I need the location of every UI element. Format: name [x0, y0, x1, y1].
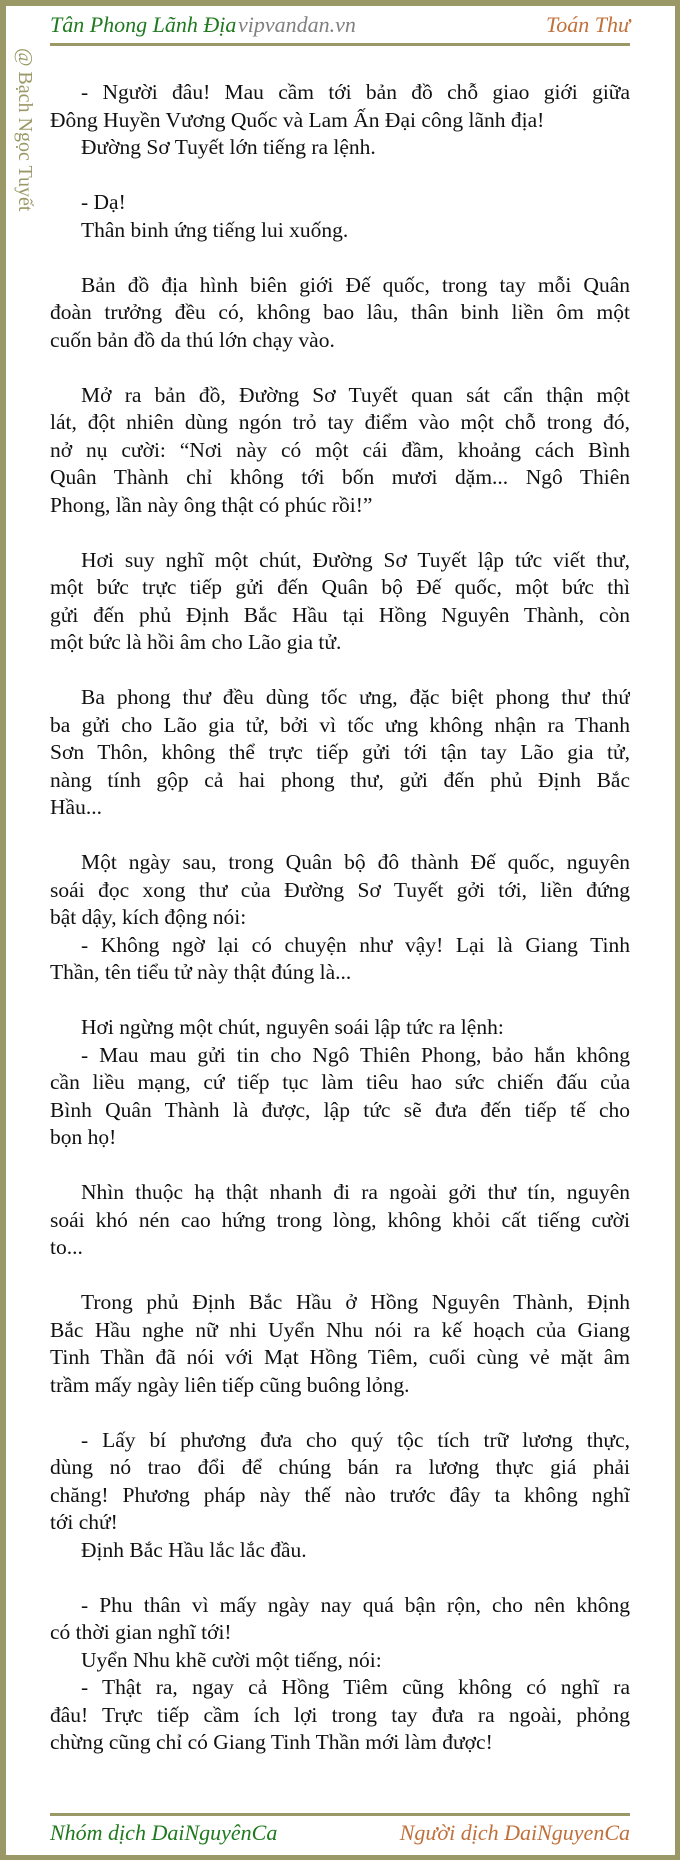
text-line: - Lấy bí phương đưa cho quý tộc tích trữ lương thực, — [81, 1427, 630, 1452]
text-line: gửi đến phủ Định Bắc Hầu tại Hồng Nguyên Thành, còn — [50, 602, 630, 627]
blank-line — [50, 1399, 630, 1427]
text-line: Phong, lần này ông thật có phúc rồi!” — [50, 492, 373, 517]
text-line: Quân Thành chỉ không tới bốn mươi dặm... Ngô Thiên — [50, 465, 630, 489]
text-line: cuốn bản đồ da thú lớn chạy vào. — [50, 327, 335, 352]
text-line: cần liều mạng, cứ tiếp tục làm tiêu hao sức chiến đấu của — [50, 1070, 630, 1094]
text-line: Thân binh ứng tiếng lui xuống. — [81, 217, 349, 242]
text-line: Đông Huyền Vương Quốc và Lam Ấn Đại công lãnh địa! — [50, 107, 545, 132]
text-line: Sơn Thôn, không thể trực tiếp gửi tới tận tay Lão gia tử, — [50, 740, 630, 764]
blank-line — [50, 1564, 630, 1592]
text-line: một bức là hồi âm cho Lão gia tử. — [50, 630, 342, 654]
blank-line — [50, 657, 630, 685]
text-line: tới chứ! — [50, 1510, 118, 1534]
translator-name: Người dịch DaiNguyenCa — [399, 1820, 630, 1845]
text-line: chăng! Phương pháp này thế nào trước đây ta không nghĩ — [50, 1482, 630, 1507]
text-line: Ba phong thư đều dùng tốc ưng, đặc biệt phong thư thứ — [81, 685, 630, 709]
text-line: bật dậy, kích động nói: — [50, 905, 247, 929]
text-line: đâu! Trực tiếp cầm ích lợi trong tay đưa ra ngoài, phỏng — [50, 1702, 630, 1727]
text-line: một bức trực tiếp gửi đến Quân bộ Đế quốc, một bức thì — [50, 575, 630, 599]
page-footer — [50, 1820, 630, 1850]
blank-line — [50, 519, 630, 547]
text-line: Định Bắc Hầu lắc lắc đầu. — [81, 1537, 307, 1562]
footer-rule — [50, 1813, 630, 1816]
blank-line — [50, 1262, 630, 1290]
text-line: chừng cũng chỉ có Giang Tinh Thần mới làm được! — [50, 1730, 493, 1754]
text-line: Nhìn thuộc hạ thật nhanh đi ra ngoài gởi thư tín, nguyên — [81, 1180, 630, 1204]
text-line: Uyển Nhu khẽ cười một tiếng, nói: — [81, 1647, 382, 1672]
text-line: Tinh Thần đã nói với Mạt Hồng Tiêm, cuối cùng vẻ mặt âm — [50, 1345, 630, 1369]
text-line: bọn họ! — [50, 1125, 117, 1149]
text-line: trầm mấy ngày liên tiếp cũng buông lỏng. — [50, 1372, 410, 1397]
blank-line — [50, 162, 630, 190]
site-name: vipvandan.vn — [238, 12, 356, 37]
text-line: Hầu... — [50, 795, 102, 819]
side-watermark — [14, 48, 38, 248]
text-line: Mở ra bản đồ, Đường Sơ Tuyết quan sát cẩn thận một — [81, 382, 630, 407]
text-line: dùng nó trao đổi để chúng bán ra lương thực giá phải — [50, 1455, 630, 1479]
side-watermark-text: @ Bạch Ngọc Tuyết — [14, 48, 36, 212]
text-line: Một ngày sau, trong Quân bộ đô thành Đế quốc, nguyên — [81, 850, 630, 874]
blank-line — [50, 244, 630, 272]
text-line: Bản đồ địa hình biên giới Đế quốc, trong tay mỗi Quân — [81, 272, 630, 297]
blank-line — [50, 354, 630, 382]
blank-line — [50, 1152, 630, 1180]
text-line: - Mau mau gửi tin cho Ngô Thiên Phong, bảo hắn không — [81, 1042, 630, 1067]
blank-line — [50, 987, 630, 1015]
text-line: to... — [50, 1235, 83, 1259]
text-line: Hơi ngừng một chút, nguyên soái lập tức ra lệnh: — [81, 1015, 504, 1039]
page-header — [50, 12, 630, 42]
text-line: - Thật ra, ngay cả Hồng Tiêm cũng không có nghĩ ra — [81, 1675, 630, 1699]
chapter-body — [50, 79, 630, 1757]
header-rule — [50, 43, 630, 46]
text-line: - Phu thân vì mấy ngày nay quá bận rộn, cho nên không — [81, 1592, 630, 1617]
author-name: Toán Thư — [546, 12, 630, 37]
text-line: - Người đâu! Mau cầm tới bản đồ chỗ giao giới giữa — [81, 80, 630, 104]
text-line: có thời gian nghĩ tới! — [50, 1620, 232, 1644]
page — [6, 6, 675, 1855]
text-line: Thần, tên tiểu tử này thật đúng là... — [50, 960, 352, 984]
text-line: - Dạ! — [81, 190, 126, 214]
text-line: soái khó nén cao hứng trong lòng, không khỏi cất tiếng cười — [50, 1207, 630, 1232]
text-line: đoàn trưởng đều có, không bao lâu, thân binh liền ôm một — [50, 300, 630, 324]
text-line: Bình Quân Thành là được, lập tức sẽ đưa đến tiếp tế cho — [50, 1097, 630, 1122]
text-line: Trong phủ Định Bắc Hầu ở Hồng Nguyên Thành, Định — [81, 1290, 630, 1314]
book-title: Tân Phong Lãnh Địa — [50, 12, 237, 37]
text-line: ba gửi cho Lão gia tử, bởi vì tốc ưng không nhận ra Thanh — [50, 712, 630, 737]
text-line: soái đọc xong thư của Đường Sơ Tuyết gởi tới, liền đứng — [50, 877, 630, 902]
text-line: - Không ngờ lại có chuyện như vậy! Lại là Giang Tinh — [81, 932, 630, 957]
text-line: nở nụ cười: “Nơi này có một cái đầm, khoảng cách Bình — [50, 437, 630, 462]
blank-line — [50, 822, 630, 850]
text-line: nàng tính gộp cả hai phong thư, gửi đến phủ Định Bắc — [50, 767, 630, 792]
text-line: lát, đột nhiên dùng ngón trỏ tay điểm vào một chỗ trong đó, — [50, 410, 630, 434]
text-line: Hơi suy nghĩ một chút, Đường Sơ Tuyết lập tức viết thư, — [81, 547, 630, 572]
translation-group: Nhóm dịch DaiNguyênCa — [50, 1820, 278, 1845]
text-line: Đường Sơ Tuyết lớn tiếng ra lệnh. — [81, 135, 376, 159]
text-line: Bắc Hầu nghe nữ nhi Uyển Nhu nói ra kế hoạch của Giang — [50, 1317, 630, 1342]
